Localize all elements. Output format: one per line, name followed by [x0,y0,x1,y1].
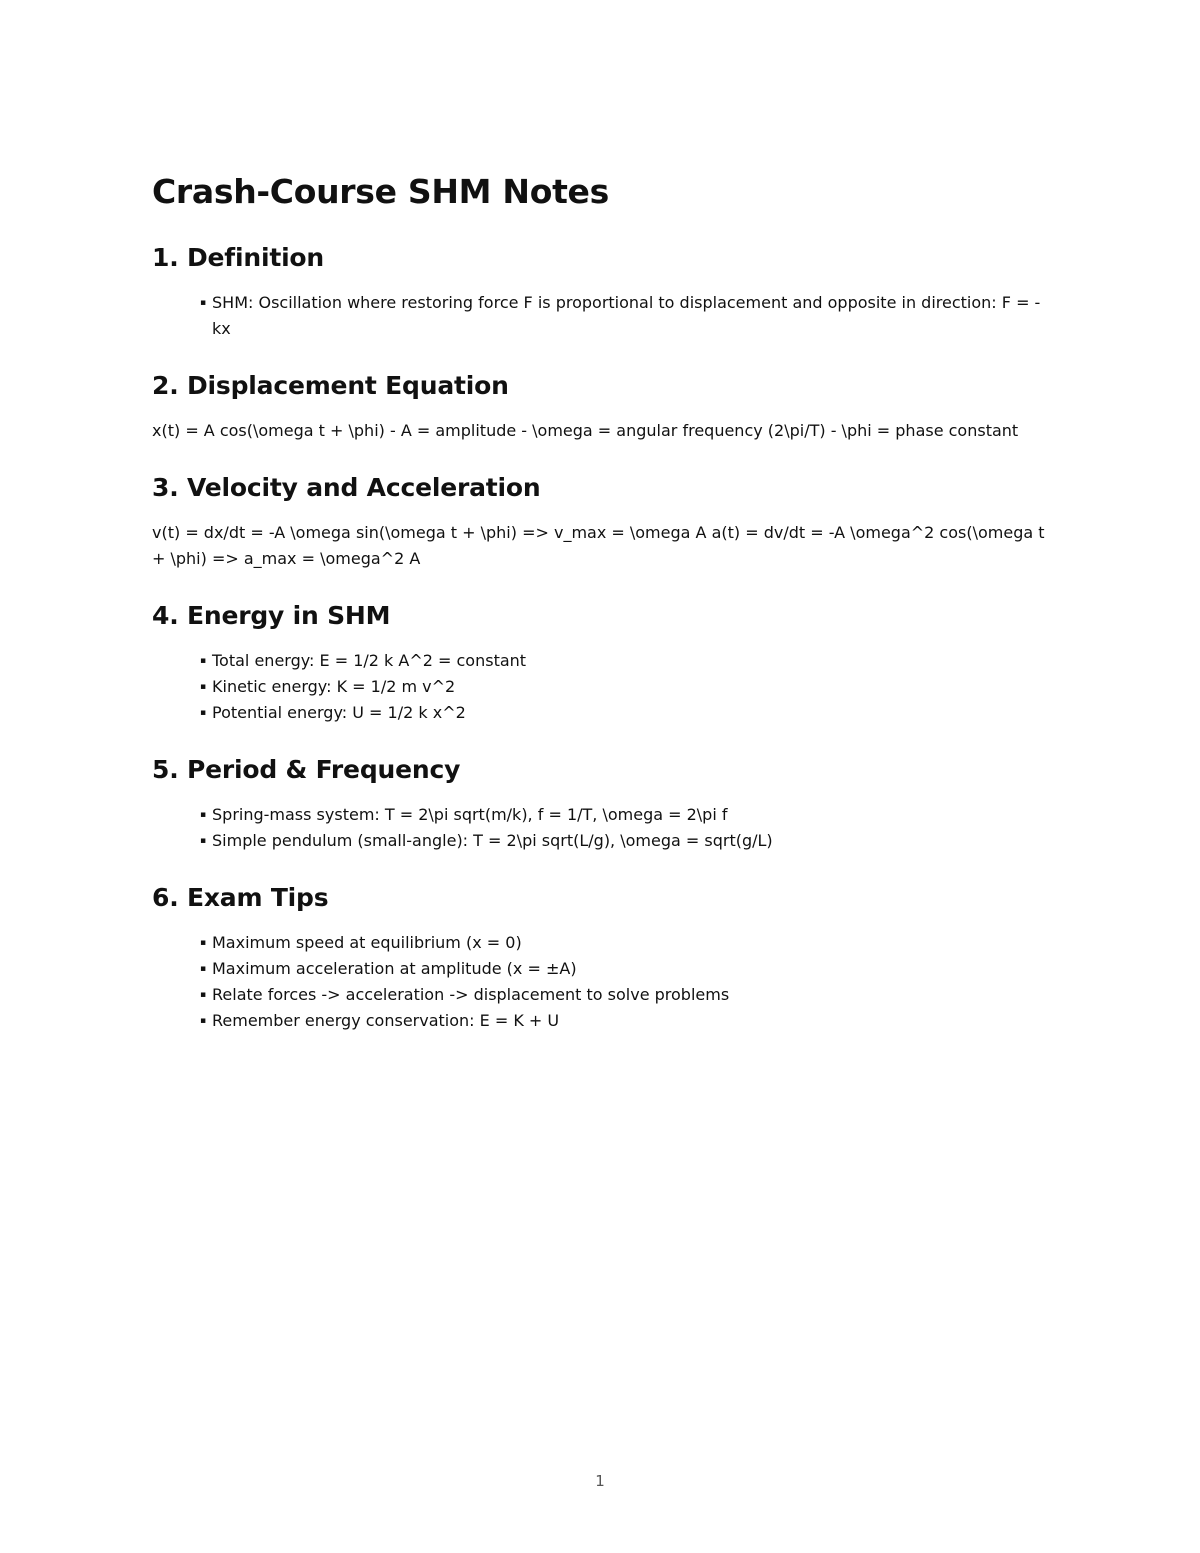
section-velocity-acceleration [152,472,1052,572]
list-item: ▪ Maximum acceleration at amplitude (x = ±A) [202,956,1052,982]
list-item: ▪ Spring-mass system: T = 2\pi sqrt(m/k), f = 1/T, \omega = 2\pi f [202,802,1052,828]
list-item: ▪ SHM: Oscillation where restoring force F is proportional to displacement and opposite in direction: F = -kx [202,290,1052,342]
list-item: ▪ Kinetic energy: K = 1/2 m v^2 [202,674,1052,700]
list-item: ▪ Relate forces -> acceleration -> displacement to solve problems [202,982,1052,1008]
list-item: ▪ Total energy: E = 1/2 k A^2 = constant [202,648,1052,674]
section-heading: 2. Displacement Equation [152,371,509,400]
list-item: ▪ Potential energy: U = 1/2 k x^2 [202,700,1052,726]
section-period-frequency [152,754,1052,854]
document-content [152,170,1052,1062]
section-exam-tips [152,882,1052,1034]
bullet-list [152,290,1052,342]
section-heading: 5. Period & Frequency [152,755,461,784]
section-heading: 6. Exam Tips [152,883,329,912]
bullet-list [152,930,1052,1034]
section-heading: 4. Energy in SHM [152,601,391,630]
list-item: ▪ Maximum speed at equilibrium (x = 0) [202,930,1052,956]
section-energy [152,600,1052,726]
list-item: ▪ Remember energy conservation: E = K + U [202,1008,1052,1034]
section-paragraph: v(t) = dx/dt = -A \omega sin(\omega t + \phi) => v_max = \omega A a(t) = dv/dt = -A \omega^2 cos(\omega t + \phi) => a_max = \omega^2 A [152,523,1045,568]
bullet-list [152,802,1052,854]
section-paragraph: x(t) = A cos(\omega t + \phi) - A = amplitude - \omega = angular frequency (2\pi/T) - \phi = phase constant [152,421,1019,440]
list-item: ▪ Simple pendulum (small-angle): T = 2\pi sqrt(L/g), \omega = sqrt(g/L) [202,828,1052,854]
document-title: Crash-Course SHM Notes [152,172,609,211]
section-heading: 1. Definition [152,243,325,272]
section-definition [152,242,1052,342]
section-displacement-equation [152,370,1052,444]
section-heading: 3. Velocity and Acceleration [152,473,541,502]
page-number: 1 [595,1472,605,1490]
bullet-list [152,648,1052,726]
